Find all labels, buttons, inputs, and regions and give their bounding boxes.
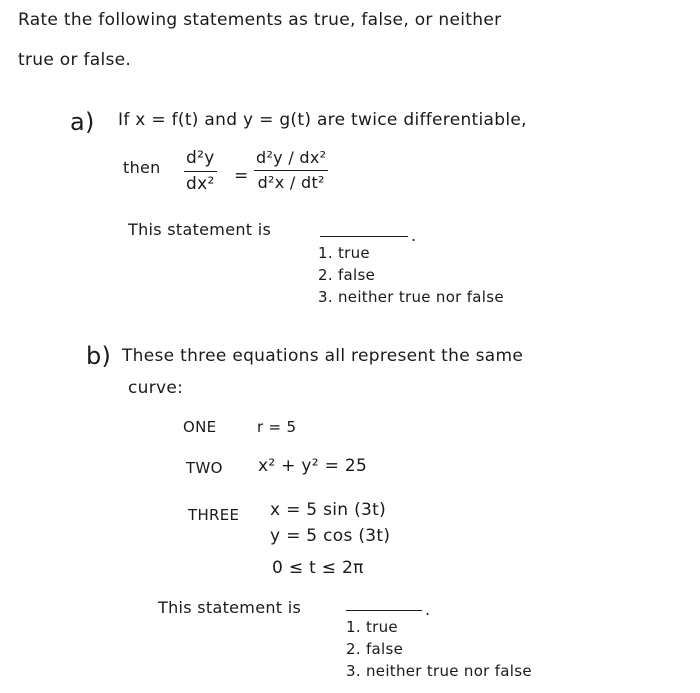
intro-line-2: true or false. [18, 50, 132, 70]
intro-line-1: Rate the following statements as true, false, or neither [18, 10, 502, 30]
equals-sign: = [234, 166, 249, 186]
part-b-blank-period: . [425, 600, 431, 619]
lhs-denominator: dx² [186, 173, 215, 194]
part-b-statement-prompt: This statement is [158, 598, 302, 617]
part-a-statement-prompt: This statement is [128, 220, 272, 239]
equation-three-y: y = 5 cos (3t) [270, 526, 391, 546]
lhs-numerator: d²y [186, 148, 215, 168]
part-a-blank-period: . [411, 226, 417, 245]
part-b-line-1: These three equations all represent the same [122, 346, 524, 366]
lhs-fraction-bar [184, 171, 217, 172]
equation-three-x: x = 5 sin (3t) [270, 500, 387, 520]
part-a-answer-blank [320, 236, 408, 237]
rhs-fraction-bar [254, 170, 328, 171]
rhs-denominator: d²x / dt² [257, 172, 325, 192]
part-a-option-3: 3. neither true nor false [318, 288, 504, 306]
equation-three-t-range: 0 ≤ t ≤ 2π [272, 558, 364, 578]
equation-two-label: TWO [186, 459, 223, 477]
part-a-label: a) [70, 108, 95, 136]
part-b-option-2: 2. false [346, 640, 404, 658]
part-a-option-1: 1. true [318, 244, 370, 262]
part-b-answer-blank [346, 610, 422, 611]
part-b-label: b) [86, 342, 112, 370]
equation-three-label: THREE [188, 506, 240, 524]
rhs-numerator: d²y / dx² [256, 148, 327, 167]
part-b-option-3: 3. neither true nor false [346, 662, 532, 680]
equation-one-label: ONE [183, 418, 217, 436]
part-b-option-1: 1. true [346, 618, 398, 636]
lhs-fraction [184, 150, 217, 194]
part-a-condition: If x = f(t) and y = g(t) are twice differentiable, [118, 110, 527, 130]
part-b-line-2: curve: [128, 378, 184, 398]
equation-two: x² + y² = 25 [258, 456, 368, 476]
part-a-then: then [123, 158, 161, 177]
equation-one: r = 5 [257, 418, 297, 436]
part-a-option-2: 2. false [318, 266, 376, 284]
rhs-fraction [254, 150, 328, 192]
